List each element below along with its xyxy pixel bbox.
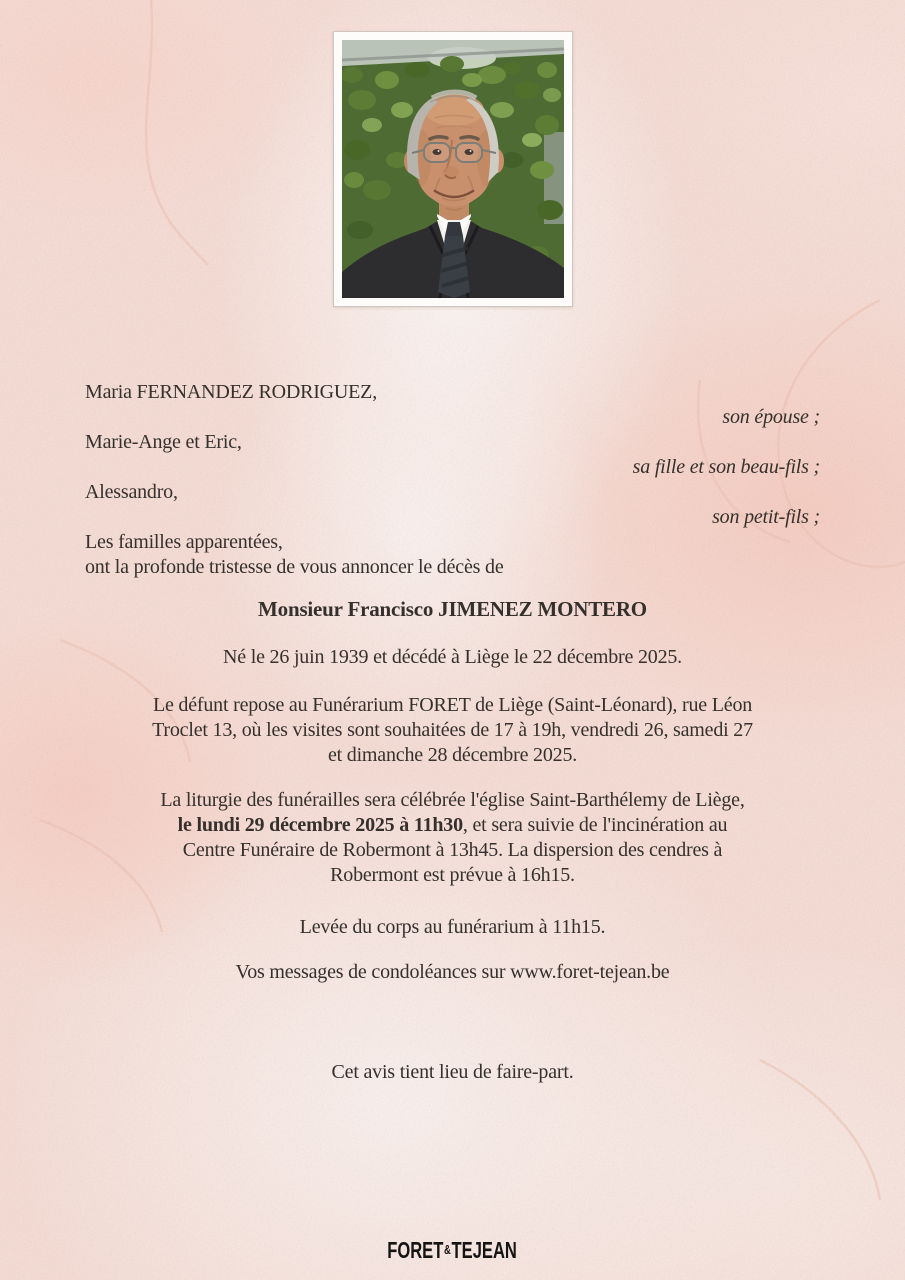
portrait-photo-frame: [333, 31, 573, 307]
family-relation-line: son petit-fils ;: [712, 506, 820, 528]
liturgy-line: La liturgie des funérailles sera célébrée l'église Saint-Barthélemy de Liège,: [160, 789, 745, 811]
logo-text-tejean: TEJEAN: [451, 1237, 518, 1263]
funeral-home-logo: [388, 1237, 518, 1264]
logo-text-foret: FORET: [387, 1237, 444, 1263]
liturgy-line-rest: , et sera suivie de l'incinération au: [462, 814, 728, 836]
birth-death-line: Né le 26 juin 1939 et décédé à Liège le 22 décembre 2025.: [223, 646, 682, 668]
repose-line: Le défunt repose au Funérarium FORET de Liège (Saint-Léonard), rue Léon: [152, 694, 753, 716]
family-names-line: Maria FERNANDEZ RODRIGUEZ,: [85, 381, 377, 403]
liturgy-paragraph: [85, 788, 820, 888]
intro-line: Les familles apparentées,: [85, 531, 283, 553]
condolences-line: Vos messages de condoléances sur www.foret-tejean.be: [235, 961, 670, 983]
intro-line: ont la profonde tristesse de vous annoncer le décès de: [85, 556, 504, 578]
footer: [0, 1237, 905, 1264]
repose-line: Troclet 13, où les visites sont souhaitées de 17 à 19h, vendredi 26, samedi 27: [152, 719, 753, 741]
family-relation-line: son épouse ;: [722, 406, 820, 428]
liturgy-line: Centre Funéraire de Robermont à 13h45. La dispersion des cendres à: [182, 839, 723, 861]
family-names-line: Marie-Ange et Eric,: [85, 431, 242, 453]
levee-du-corps-line: Levée du corps au funérarium à 11h15.: [299, 916, 606, 938]
liturgy-line: [85, 813, 820, 838]
faire-part-notice-line: Cet avis tient lieu de faire-part.: [331, 1061, 574, 1083]
family-relation-line: sa fille et son beau-fils ;: [632, 456, 820, 478]
logo-ampersand: &: [444, 1242, 452, 1257]
repose-paragraph: [85, 693, 820, 768]
repose-line: et dimanche 28 décembre 2025.: [327, 744, 578, 766]
deceased-name: Monsieur Francisco JIMENEZ MONTERO: [258, 597, 647, 621]
liturgy-date-bold: le lundi 29 décembre 2025 à 11h30: [177, 814, 463, 836]
portrait-photo: [342, 40, 564, 298]
family-names-line: Alessandro,: [85, 481, 178, 503]
announcement-body: [85, 380, 820, 1085]
liturgy-line: Robermont est prévue à 16h15.: [330, 864, 575, 886]
